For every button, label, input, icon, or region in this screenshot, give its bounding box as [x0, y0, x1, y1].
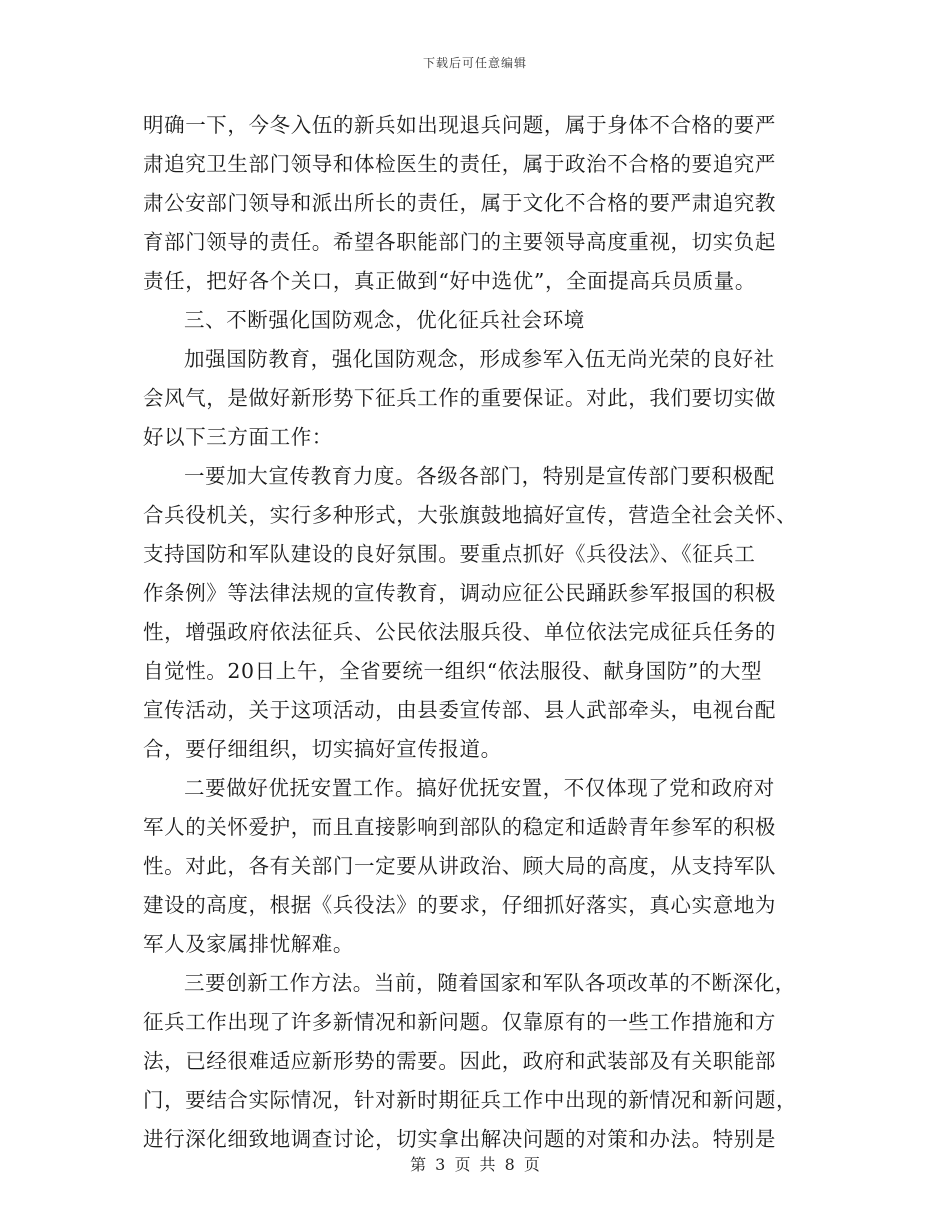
header-note: 下载后可任意编辑	[422, 56, 527, 70]
text-line: 性，增强政府依法征兵、公民依法服兵役、单位依法完成征兵任务的	[143, 620, 776, 644]
text-line: 性。对此，各有关部门一定要从讲政治、顾大局的高度，从支持军队	[143, 854, 776, 878]
text-line: 军人及家属排忧解难。	[143, 932, 354, 956]
text-line: 二要做好优抚安置工作。搞好优抚安置，不仅体现了党和政府对	[184, 776, 775, 800]
text-line: 三、不断强化国防观念，优化征兵社会环境	[184, 308, 585, 332]
text-line: 责任，把好各个关口，真正做到“好中选优”，全面提高兵员质量。	[143, 269, 756, 293]
text-line: 肃追究卫生部门领导和体检医生的责任，属于政治不合格的要追究严	[143, 152, 776, 176]
text-line: 支持国防和军队建设的良好氛围。要重点抓好《兵役法》、《征兵工	[143, 542, 756, 566]
text-line: 建设的高度，根据《兵役法》的要求，仔细抓好落实，真心实意地为	[143, 893, 776, 917]
document-body	[143, 106, 803, 1159]
text-line: 宣传活动，关于这项活动，由县委宣传部、县人武部牵头，电视台配	[143, 698, 776, 722]
text-line: 育部门领导的责任。希望各职能部门的主要领导高度重视，切实负起	[143, 230, 776, 254]
page-footer: 第 3 页 共 8 页	[410, 1155, 540, 1174]
text-line: 明确一下，今冬入伍的新兵如出现退兵问题，属于身体不合格的要严	[143, 113, 776, 137]
text-line: 三要创新工作方法。当前，随着国家和军队各项改革的不断深化，	[184, 971, 796, 995]
text-line: 门，要结合实际情况，针对新时期征兵工作中出现的新情况和新问题，	[143, 1088, 798, 1112]
text-line: 会风气，是做好新形势下征兵工作的重要保证。对此，我们要切实做	[143, 386, 776, 410]
text-line: 军人的关怀爱护，而且直接影响到部队的稳定和适龄青年参军的积极	[143, 815, 776, 839]
text-line: 自觉性。20日上午，全省要统一组织“依法服役、献身国防”的大型	[143, 659, 763, 683]
text-line: 加强国防教育，强化国防观念，形成参军入伍无尚光荣的良好社	[184, 347, 775, 371]
text-line: 合，要仔细组织，切实搞好宣传报道。	[143, 737, 502, 761]
text-line: 作条例》等法律法规的宣传教育，调动应征公民踊跃参军报国的积极	[143, 581, 776, 605]
text-line: 一要加大宣传教育力度。各级各部门，特别是宣传部门要积极配	[184, 464, 775, 488]
text-line: 进行深化细致地调查讨论，切实拿出解决问题的对策和办法。特别是	[143, 1127, 776, 1151]
text-line: 好以下三方面工作：	[143, 425, 333, 449]
text-line: 法，已经很难适应新形势的需要。因此，政府和武装部及有关职能部	[143, 1049, 776, 1073]
text-line: 合兵役机关，实行多种形式，大张旗鼓地搞好宣传，营造全社会关怀、	[143, 503, 798, 527]
text-line: 征兵工作出现了许多新情况和新问题。仅靠原有的一些工作措施和方	[143, 1010, 776, 1034]
text-line: 肃公安部门领导和派出所长的责任，属于文化不合格的要严肃追究教	[143, 191, 776, 215]
